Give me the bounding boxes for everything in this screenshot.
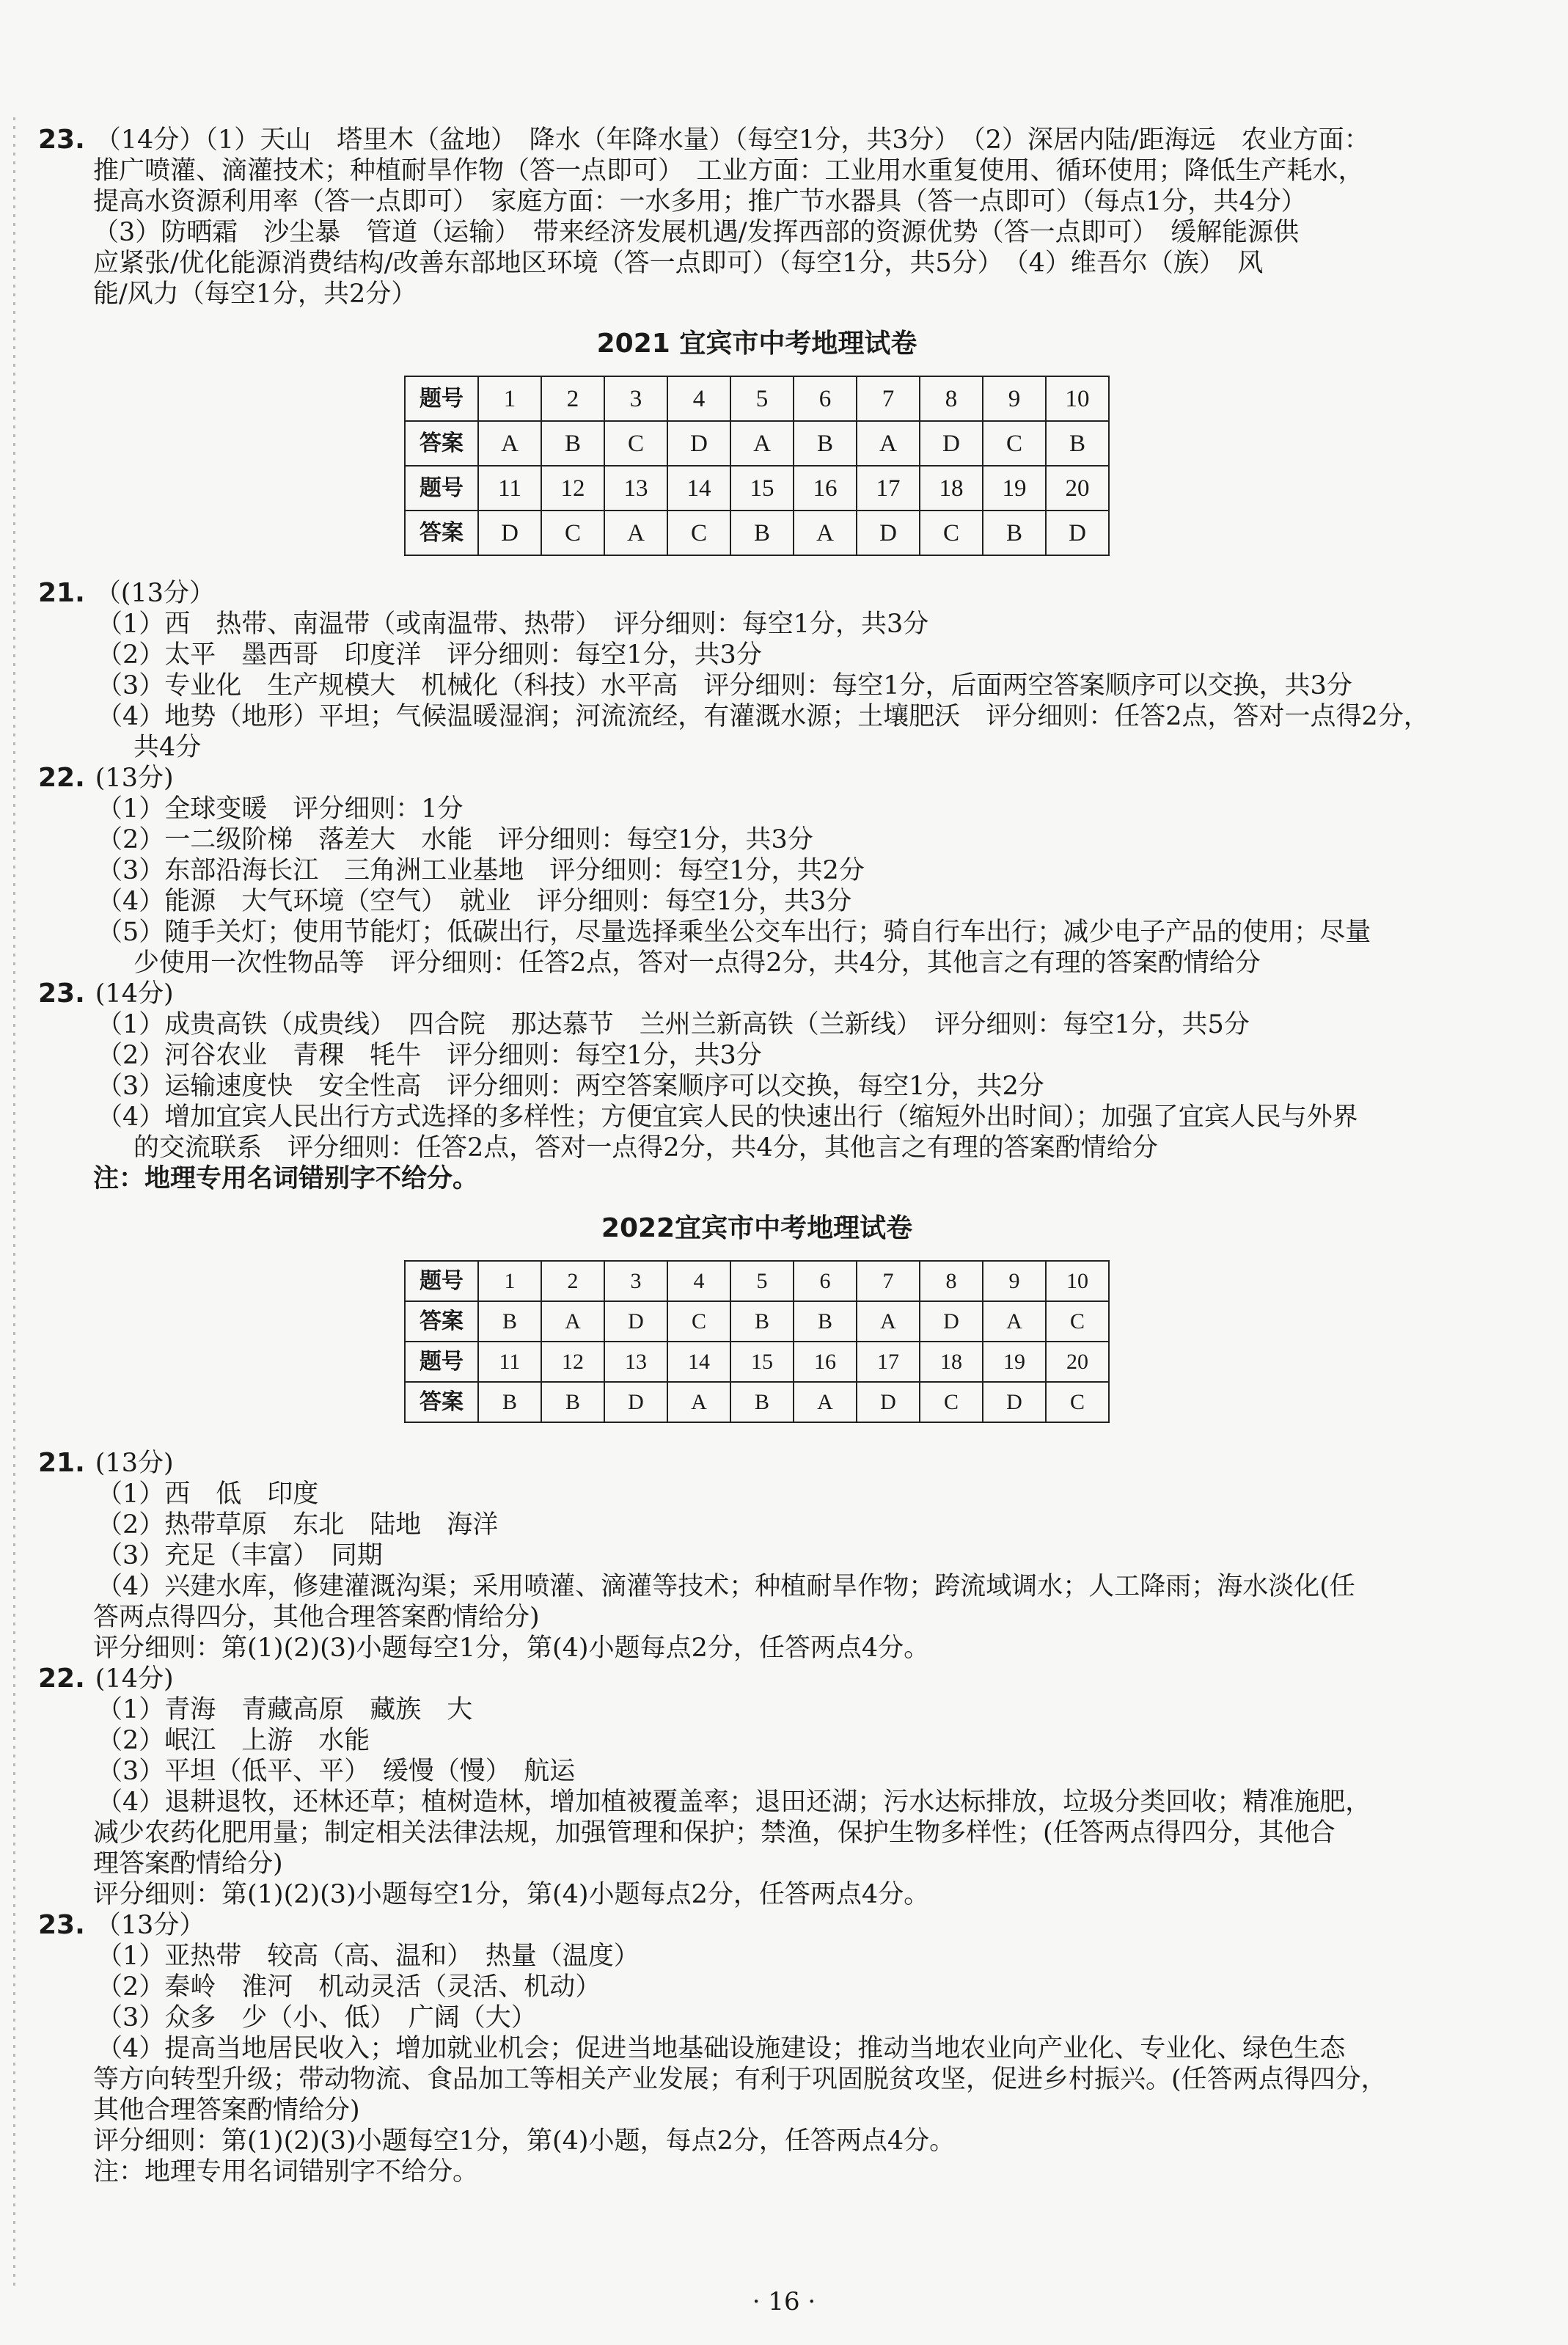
answer-line: （1）西 低 印度	[97, 1479, 319, 1509]
table-cell: C	[604, 421, 667, 466]
table-cell: 12	[541, 466, 604, 511]
question-score: (14分)	[95, 1664, 174, 1694]
answer-line: 少使用一次性物品等 评分细则：任答2点，答对一点得2分，共4分，其他言之有理的答案酌情给分	[133, 948, 1261, 978]
table-cell: 16	[794, 1342, 857, 1382]
table-cell: B	[1046, 421, 1109, 466]
table-cell: A	[478, 421, 541, 466]
table-cell: C	[983, 421, 1046, 466]
question-21-2022	[38, 1448, 1476, 1664]
answer-table-2021	[404, 376, 1110, 556]
table-cell: D	[857, 1382, 920, 1422]
question-23-previous	[38, 125, 1476, 310]
table-cell: D	[983, 1382, 1046, 1422]
question-number: 22.	[38, 763, 85, 793]
table-header-cell: 题号	[405, 466, 478, 511]
table-cell: C	[920, 511, 983, 555]
table-cell: 16	[794, 466, 857, 511]
table-cell: 8	[920, 1261, 983, 1301]
question-22-2022	[38, 1664, 1476, 1910]
table-cell: 17	[857, 466, 920, 511]
table-cell: A	[983, 1301, 1046, 1342]
table-cell: 5	[730, 376, 794, 421]
answer-line: （1）青海 青藏高原 藏族 大	[97, 1695, 473, 1724]
table-cell: 3	[604, 376, 667, 421]
answer-line: （1）西 热带、南温带（或南温带、热带） 评分细则：每空1分，共3分	[97, 610, 929, 639]
table-header-cell: 题号	[405, 1261, 478, 1301]
table-cell: 13	[604, 1342, 667, 1382]
table-cell: 19	[983, 1342, 1046, 1382]
table-cell: C	[1046, 1301, 1109, 1342]
scoring-rule: 评分细则：第(1)(2)(3)小题每空1分，第(4)小题每点2分，任答两点4分。	[93, 1634, 930, 1663]
table-cell: B	[983, 511, 1046, 555]
question-score: (13分)	[95, 764, 174, 793]
table-header-cell: 答案	[405, 421, 478, 466]
table-cell: D	[920, 421, 983, 466]
question-21-2021	[38, 578, 1476, 763]
table-cell: 12	[541, 1342, 604, 1382]
table-cell: 17	[857, 1342, 920, 1382]
question-score: (14分)	[95, 979, 174, 1009]
table-cell: A	[730, 421, 794, 466]
table-cell: C	[920, 1382, 983, 1422]
table-cell: 9	[983, 376, 1046, 421]
table-cell: B	[478, 1382, 541, 1422]
answer-line: （4）地势（地形）平坦；气候温暖湿润；河流流经，有灌溉水源；土壤肥沃 评分细则：任答2点，答对一点得2分，	[97, 702, 1429, 731]
answer-line: （4）提高当地居民收入；增加就业机会；促进当地基础设施建设；推动当地农业向产业化、专业化、绿色生态	[97, 2034, 1346, 2063]
table-cell: 19	[983, 466, 1046, 511]
answer-line: （2）一二级阶梯 落差大 水能 评分细则：每空1分，共3分	[97, 825, 813, 855]
table-cell: A	[541, 1301, 604, 1342]
table-row	[405, 1382, 1109, 1422]
table-cell: 7	[857, 1261, 920, 1301]
table-cell: A	[604, 511, 667, 555]
table-cell: 14	[667, 466, 730, 511]
answer-line: 提高水资源利用率（答一点即可） 家庭方面：一水多用；推广节水器具（答一点即可）（每点1分，共4分）	[93, 187, 1307, 216]
answer-line: （1）全球变暖 评分细则：1分	[97, 794, 464, 824]
binding-margin	[13, 117, 15, 2289]
answer-line: （2）河谷农业 青稞 牦牛 评分细则：每空1分，共3分	[97, 1041, 762, 1070]
table-header-cell: 题号	[405, 1342, 478, 1382]
answer-line: （2）岷江 上游 水能	[97, 1726, 370, 1755]
answer-line: （14分）（1）天山 塔里木（盆地） 降水（年降水量）（每空1分，共3分） （2）深居内陆/距海远 农业方面：	[95, 125, 1370, 155]
answer-line: （3）众多 少（小、低） 广阔（大）	[97, 2003, 537, 2033]
scoring-rule: 评分细则：第(1)(2)(3)小题每空1分，第(4)小题，每点2分，任答两点4分。	[93, 2126, 956, 2156]
table-header-cell: 题号	[405, 376, 478, 421]
table-cell: B	[794, 1301, 857, 1342]
table-cell: D	[667, 421, 730, 466]
question-number: 22.	[38, 1664, 85, 1694]
table-row	[405, 421, 1109, 466]
question-score: (13分)	[95, 1449, 174, 1478]
table-cell: 14	[667, 1342, 730, 1382]
table-cell: D	[857, 511, 920, 555]
answer-line: 应紧张/优化能源消费结构/改善东部地区环境（答一点即可）（每空1分，共5分） （4）维吾尔（族） 风	[93, 249, 1264, 278]
table-cell: 15	[730, 1342, 794, 1382]
question-number: 23.	[38, 125, 85, 155]
answer-line: （3）充足（丰富） 同期	[97, 1541, 383, 1570]
question-22-2021	[38, 763, 1476, 978]
question-number: 21.	[38, 1448, 85, 1478]
table-cell: A	[794, 511, 857, 555]
table-cell: 11	[478, 466, 541, 511]
page-content	[38, 125, 1476, 2187]
table-cell: D	[1046, 511, 1109, 555]
table-cell: 15	[730, 466, 794, 511]
table-cell: 6	[794, 376, 857, 421]
table-cell: 2	[541, 1261, 604, 1301]
answer-line: （3）防晒霜 沙尘暴 管道（运输） 带来经济发展机遇/发挥西部的资源优势（答一点即可） 缓解能源供	[93, 218, 1300, 247]
table-cell: B	[541, 1382, 604, 1422]
table-cell: 4	[667, 376, 730, 421]
answer-line: 推广喷灌、滴灌技术；种植耐旱作物（答一点即可） 工业方面：工业用水重复使用、循环使用；降低生产耗水，	[93, 156, 1364, 186]
question-23-2022	[38, 1910, 1476, 2187]
answer-line: （2）热带草原 东北 陆地 海洋	[97, 1510, 499, 1540]
table-cell: 3	[604, 1261, 667, 1301]
table-row	[405, 466, 1109, 511]
section-title-2022: 2022宜宾市中考地理试卷	[601, 1213, 913, 1243]
answer-line: 答两点得四分，其他合理答案酌情给分)	[93, 1603, 540, 1632]
table-cell: A	[857, 1301, 920, 1342]
table-cell: 11	[478, 1342, 541, 1382]
table-cell: B	[730, 1301, 794, 1342]
table-cell: 7	[857, 376, 920, 421]
page-number: · 16 ·	[752, 2287, 816, 2316]
answer-line: （1）亚热带 较高（高、温和） 热量（温度）	[97, 1942, 640, 1971]
table-cell: B	[794, 421, 857, 466]
answer-line: （2）太平 墨西哥 印度洋 评分细则：每空1分，共3分	[97, 640, 762, 670]
answer-line: （3）专业化 生产规模大 机械化（科技）水平高 评分细则：每空1分，后面两空答案顺序可以交换，共3分	[97, 671, 1352, 700]
table-cell: B	[478, 1301, 541, 1342]
table-cell: 8	[920, 376, 983, 421]
note: 注：地理专用名词错别字不给分。	[93, 2157, 479, 2187]
table-cell: D	[604, 1382, 667, 1422]
table-cell: 5	[730, 1261, 794, 1301]
table-row	[405, 1301, 1109, 1342]
question-score: （13分）	[95, 1911, 205, 1940]
table-cell: D	[920, 1301, 983, 1342]
question-number: 21.	[38, 578, 85, 608]
answer-table-2022	[404, 1260, 1110, 1423]
table-cell: 10	[1046, 376, 1109, 421]
answer-line: （1）成贵高铁（成贵线） 四合院 那达慕节 兰州兰新高铁（兰新线） 评分细则：每空1分，共5分	[97, 1010, 1250, 1039]
table-cell: 13	[604, 466, 667, 511]
table-cell: D	[604, 1301, 667, 1342]
table-row	[405, 511, 1109, 555]
table-cell: 20	[1046, 466, 1109, 511]
table-header-cell: 答案	[405, 511, 478, 555]
answer-line: 共4分	[133, 733, 202, 762]
scoring-rule: 评分细则：第(1)(2)(3)小题每空1分，第(4)小题每点2分，任答两点4分。	[93, 1880, 930, 1909]
table-cell: B	[541, 421, 604, 466]
section-title-2021: 2021 宜宾市中考地理试卷	[596, 329, 917, 359]
question-number: 23.	[38, 978, 85, 1009]
question-number: 23.	[38, 1910, 85, 1940]
answer-line: （4）增加宜宾人民出行方式选择的多样性；方便宜宾人民的快速出行（缩短外出时间）；加强了宜宾人民与外界	[97, 1102, 1358, 1132]
table-cell: C	[667, 1301, 730, 1342]
table-cell: 18	[920, 1342, 983, 1382]
table-cell: C	[1046, 1382, 1109, 1422]
table-header-cell: 答案	[405, 1382, 478, 1422]
table-cell: 20	[1046, 1342, 1109, 1382]
table-header-cell: 答案	[405, 1301, 478, 1342]
answer-line: 等方向转型升级；带动物流、食品加工等相关产业发展；有利于巩固脱贫攻坚，促进乡村振兴。(任答两点得四分，	[93, 2065, 1387, 2094]
answer-line: （3）运输速度快 安全性高 评分细则：两空答案顺序可以交换，每空1分，共2分	[97, 1072, 1044, 1101]
table-cell: A	[794, 1382, 857, 1422]
table-cell: B	[730, 511, 794, 555]
table-cell: D	[478, 511, 541, 555]
table-cell: 2	[541, 376, 604, 421]
answer-line: （4）退耕退牧，还林还草；植树造林，增加植被覆盖率；退田还湖；污水达标排放，垃圾分类回收；精准施肥，	[97, 1788, 1371, 1817]
answer-line: 理答案酌情给分)	[93, 1849, 283, 1878]
table-cell: 18	[920, 466, 983, 511]
answer-line: 其他合理答案酌情给分)	[93, 2096, 360, 2125]
table-cell: 6	[794, 1261, 857, 1301]
note: 注：地理专用名词错别字不给分。	[93, 1164, 479, 1193]
table-row	[405, 1342, 1109, 1382]
answer-line: （4）能源 大气环境（空气） 就业 评分细则：每空1分，共3分	[97, 887, 852, 916]
table-cell: 1	[478, 376, 541, 421]
table-cell: B	[730, 1382, 794, 1422]
answer-line: （4）兴建水库，修建灌溉沟渠；采用喷灌、滴灌等技术；种植耐旱作物；跨流域调水；人工降雨；海水淡化(任	[97, 1572, 1355, 1601]
table-cell: 10	[1046, 1261, 1109, 1301]
answer-line: （5）随手关灯；使用节能灯；低碳出行，尽量选择乘坐公交车出行；骑自行车出行；减少电子产品的使用；尽量	[97, 918, 1371, 947]
answer-line: 减少农药化肥用量；制定相关法律法规，加强管理和保护；禁渔，保护生物多样性；(任答两点得四分，其他合	[93, 1818, 1336, 1848]
answer-line: （3）东部沿海长江 三角洲工业基地 评分细则：每空1分，共2分	[97, 856, 865, 885]
table-row	[405, 376, 1109, 421]
answer-line: （3）平坦（低平、平） 缓慢（慢） 航运	[97, 1757, 576, 1786]
table-cell: A	[857, 421, 920, 466]
table-cell: C	[541, 511, 604, 555]
table-cell: A	[667, 1382, 730, 1422]
table-cell: 9	[983, 1261, 1046, 1301]
table-cell: C	[667, 511, 730, 555]
question-23-2021	[38, 978, 1476, 1194]
answer-line: 的交流联系 评分细则：任答2点，答对一点得2分，共4分，其他言之有理的答案酌情给分	[133, 1133, 1158, 1163]
table-cell: 1	[478, 1261, 541, 1301]
answer-line: （2）秦岭 淮河 机动灵活（灵活、机动）	[97, 1972, 601, 2002]
question-score: （(13分）	[95, 579, 215, 608]
answer-line: 能/风力（每空1分，共2分）	[93, 279, 417, 309]
table-cell: 4	[667, 1261, 730, 1301]
table-row	[405, 1261, 1109, 1301]
